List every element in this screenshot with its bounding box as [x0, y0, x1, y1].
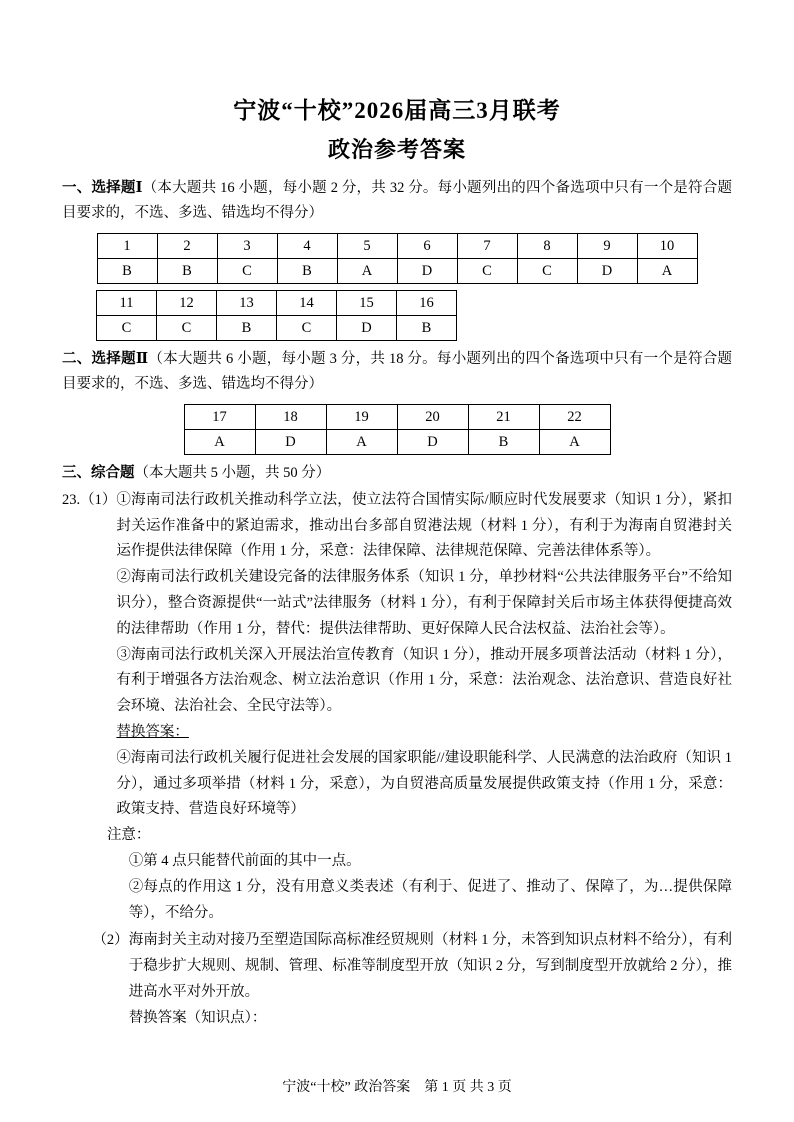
cell-ans: A [184, 429, 255, 454]
cell-num: 7 [457, 233, 517, 258]
question-23-number: 23.（1） [62, 491, 117, 508]
cell-ans: B [157, 258, 217, 283]
cell-ans: B [397, 315, 457, 340]
cell-num: 17 [184, 404, 255, 429]
note-item-2: ②每点的作用这 1 分，没有用意义类表述（有利于、促进了、推动了、保障了，为…提供保障等），不给分。 [128, 878, 732, 921]
cell-num: 5 [337, 233, 397, 258]
cell-ans: D [577, 258, 637, 283]
cell-num: 2 [157, 233, 217, 258]
cell-ans: A [637, 258, 697, 283]
note-label: 注意： [106, 827, 151, 844]
section2-desc: （本大题共 6 小题，每小题 3 分，共 18 分。每小题列出的四个备选项中只有一个是符合题目要求的，不选、多选、错选均不得分） [62, 350, 732, 393]
cell-ans: C [517, 258, 577, 283]
section3-desc: （本大题共 5 小题，共 50 分） [134, 464, 331, 481]
answer-point-3: ③海南司法行政机关深入开展法治宣传教育（知识 1 分），推动开展多项普法活动（材料 1 分），有利于增强各方法治观念、树立法治意识（作用 1 分，采意：法治观念、法治意识、营造良好社会环境、法治社会、全民守法等）。 [116, 646, 732, 715]
table-row [97, 258, 697, 283]
cell-ans: C [97, 315, 157, 340]
cell-ans: A [326, 429, 397, 454]
section3-label: 三、综合题 [62, 464, 135, 481]
cell-ans: C [277, 315, 337, 340]
section1-answer-table-part1 [97, 233, 698, 284]
question-23-part2 [62, 928, 732, 1031]
cell-num: 12 [157, 290, 217, 315]
cell-num: 20 [397, 404, 468, 429]
cell-ans: B [97, 258, 157, 283]
cell-num: 1 [97, 233, 157, 258]
page-title-line1: 宁波“十校”2026届高三3月联考 [233, 98, 561, 123]
cell-num: 9 [577, 233, 637, 258]
cell-num: 4 [277, 233, 337, 258]
cell-num: 8 [517, 233, 577, 258]
cell-ans: D [397, 429, 468, 454]
replacement-answer-label: 替换答案： [116, 724, 189, 741]
section2-answer-table [184, 404, 611, 455]
cell-ans: D [397, 258, 457, 283]
cell-ans: C [157, 315, 217, 340]
section1-answer-table-part2 [96, 290, 457, 341]
section1-desc: （本大题共 16 小题，每小题 2 分，共 32 分。每小题列出的四个备选项中只有一个是符合题目要求的，不选、多选、错选均不得分） [62, 180, 732, 222]
cell-num: 15 [337, 290, 397, 315]
cell-num: 19 [326, 404, 397, 429]
cell-num: 21 [468, 404, 539, 429]
answer-point-2: ②海南司法行政机关建设完备的法律服务体系（知识 1 分，单抄材料“公共法律服务平台”不给知识分），整合资源提供“一站式”法律服务（材料 1 分），有利于保障封关后市场主体获得便捷高效的法律帮助（作用 1 分，替代：提供法律帮助、更好保障人民合法权益、法治社会等）。 [116, 569, 732, 637]
cell-ans: C [457, 258, 517, 283]
section3-heading [62, 461, 732, 486]
cell-num: 18 [255, 404, 326, 429]
cell-num: 13 [217, 290, 277, 315]
table-row [184, 404, 610, 429]
question-23-part2-answer: 海南封关主动对接乃至塑造国际高标准经贸规则（材料 1 分，未答到知识点材料不给分），有利于稳步扩大规则、规制、管理、标准等制度型开放（知识 2 分，写到制度型开放就给 2 分），推进高水平对外开放。 [128, 932, 732, 1001]
page-footer: 宁波“十校” 政治答案 第 1 页 共 3 页 [282, 1080, 512, 1095]
cell-num: 6 [397, 233, 457, 258]
cell-ans: D [255, 429, 326, 454]
cell-ans: A [539, 429, 610, 454]
answer-point-4: ④海南司法行政机关履行促进社会发展的国家职能//建设职能科学、人民满意的法治政府（知识 1 分），通过多项举措（材料 1 分，采意），为自贸港高质量发展提供政策支持（作用 1 分，采意：政策支持、营造良好环境等） [116, 749, 732, 818]
section1-label: 一、选择题Ⅰ [62, 180, 143, 196]
cell-num: 22 [539, 404, 610, 429]
cell-num: 11 [97, 290, 157, 315]
cell-ans: B [277, 258, 337, 283]
section2-heading [62, 347, 732, 398]
question-23-part2-number: （2） [92, 932, 129, 949]
page-title-line2: 政治参考答案 [327, 137, 466, 162]
cell-ans: B [468, 429, 539, 454]
section2-label: 二、选择题Ⅱ [62, 350, 149, 367]
cell-num: 14 [277, 290, 337, 315]
note-item-1: ①第 4 点只能替代前面的其中一点。 [128, 853, 361, 870]
table-row [97, 290, 457, 315]
table-row [97, 315, 457, 340]
cell-ans: C [217, 258, 277, 283]
cell-ans: B [217, 315, 277, 340]
table-row [97, 233, 697, 258]
question-23-part2-replacement-label: 替换答案（知识点）： [128, 1009, 267, 1026]
cell-ans: A [337, 258, 397, 283]
cell-num: 10 [637, 233, 697, 258]
cell-num: 3 [217, 233, 277, 258]
question-23 [62, 488, 732, 823]
cell-num: 16 [397, 290, 457, 315]
cell-ans: D [337, 315, 397, 340]
table-row [184, 429, 610, 454]
section1-heading [62, 176, 732, 227]
answer-point-1: ①海南司法行政机关推动科学立法，使立法符合国情实际/顺应时代发展要求（知识 1 分），紧扣封关运作准备中的紧迫需求，推动出台多部自贸港法规（材料 1 分），有利于为海南自贸港封关运作提供法律保障（作用 1 分，采意：法律保障、法律规范保障、完善法律体系等）。 [116, 491, 732, 560]
